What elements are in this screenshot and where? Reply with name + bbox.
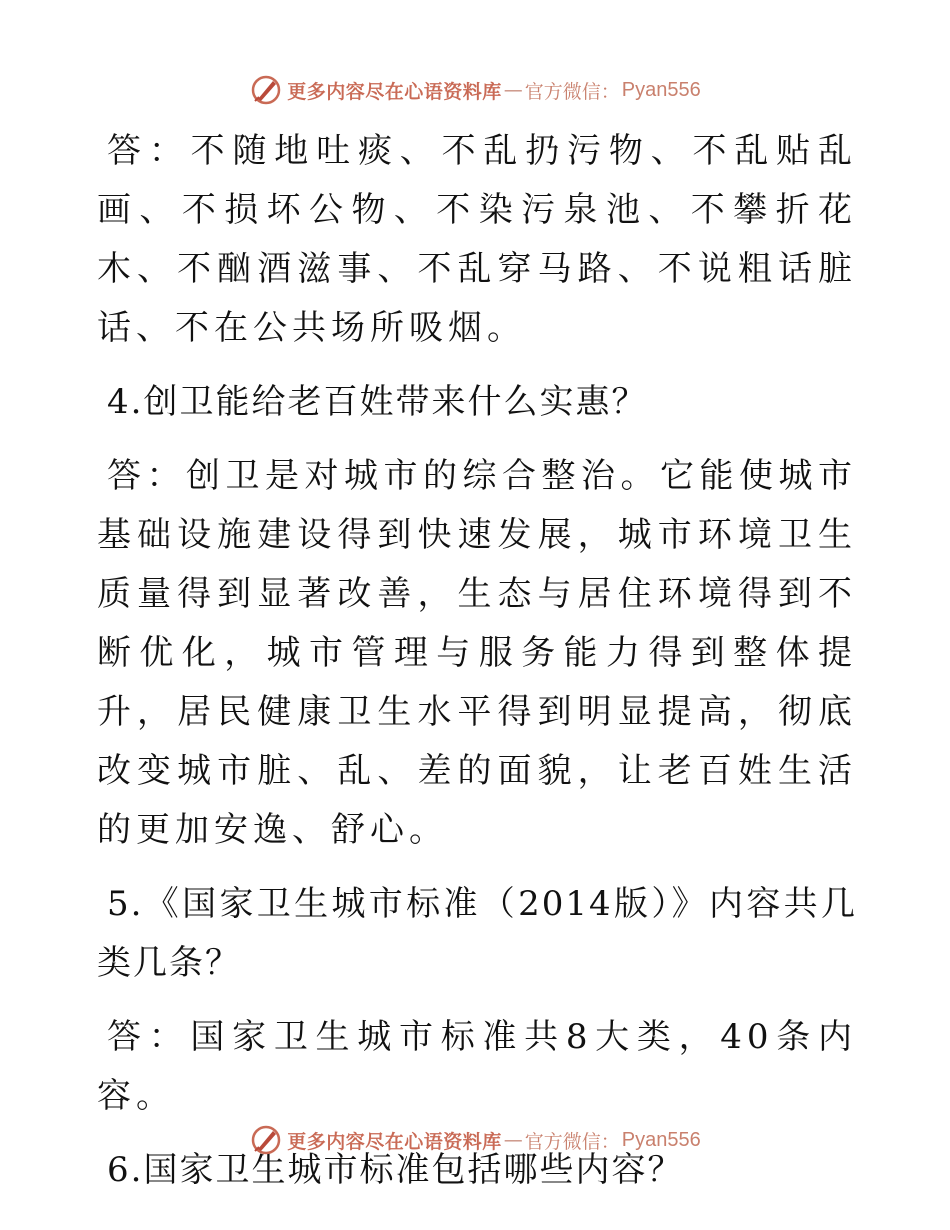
banner-dash: — [503, 79, 523, 101]
banner-main-text: 更多内容尽在心语资料库 [287, 1130, 502, 1153]
answer-paragraph: 答：国家卫生城市标准共8大类，40条内容。 [97, 1017, 857, 1116]
answer-paragraph: 答：不随地吐痰、不乱扔污物、不乱贴乱画、不损坏公物、不染污泉池、不攀折花木、不酗酒滋事、不乱穿马路、不说粗话脏话、不在公共场所吸烟。 [97, 131, 857, 348]
quill-circle-logo-icon [249, 73, 283, 107]
document-body [97, 122, 857, 1215]
banner-wechat-id: Pyan556 [621, 78, 701, 101]
banner-dash: — [503, 1129, 523, 1151]
question-paragraph: 5.《国家卫生城市标准（2014版）》内容共几类几条？ [97, 884, 857, 983]
question-paragraph: 6.国家卫生城市标准包括哪些内容？ [107, 1150, 684, 1190]
answer-paragraph: 答：创卫是对城市的综合整治。它能使城市基础设施建设得到快速发展，城市环境卫生质量得到显著改善，生态与居住环境得到不断优化，城市管理与服务能力得到整体提升，居民健康卫生水平得到明显提高，彻底改变城市脏、乱、差的面貌，让老百姓生活的更加安逸、舒心。 [97, 456, 857, 850]
header-watermark-banner [0, 70, 950, 110]
quill-circle-logo-icon [249, 1123, 283, 1157]
question-paragraph: 4.创卫能给老百姓带来什么实惠？ [107, 382, 648, 422]
footer-watermark-banner [0, 1120, 950, 1160]
banner-official-label: 官方微信： [524, 1130, 620, 1153]
banner-wechat-id: Pyan556 [621, 1128, 701, 1151]
banner-main-text: 更多内容尽在心语资料库 [287, 80, 502, 103]
banner-official-label: 官方微信： [524, 80, 620, 103]
